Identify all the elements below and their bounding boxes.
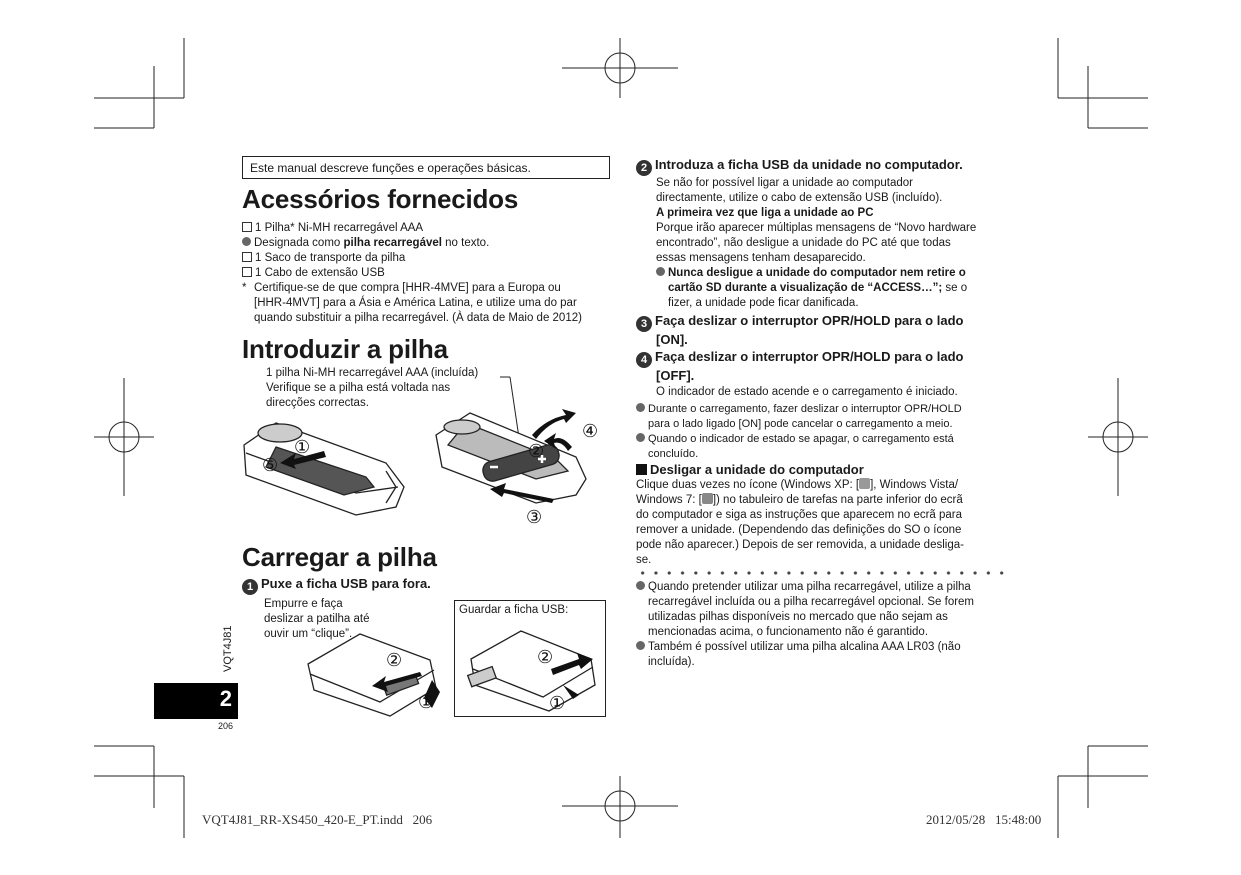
store-usb-label: Guardar a ficha USB: xyxy=(459,604,569,616)
step-number-3: 3 xyxy=(636,316,652,332)
accessories-list xyxy=(242,221,612,326)
section-title-accessories: Acessórios fornecidos xyxy=(242,184,519,214)
page-tab-number: 2 xyxy=(219,686,232,711)
callout-num-5: ⑤ xyxy=(262,455,279,476)
bullet-icon xyxy=(636,403,645,412)
step-2: 2 Introduza a ficha USB da unidade no computador. Se não for possível ligar a unidade ao computador directamente, utilize o cabo de extensão USB (incluído). A primeira vez que liga a unidade ao PC Porque irão aparecer múltiplas mensagens de “Novo hardware encontrado”, não desligue a unidade do PC até que todas essas mensagens tenham desaparecido. Nunca desligue a unidade do computador nem retire o cartão SD durante a visualização de “ACCESS…”; se o fizer, a unidade pode ficar danificada. xyxy=(636,156,1016,311)
battery-notes: Quando pretender utilizar uma pilha recarregável, utilize a pilha recarregável incluída ou a pilha recarregável opcional. Se forem utilizadas pilhas disponíveis no mercado que não sejam as mencionadas acima, o funcionamento não é garantido. Também é possível utilizar uma pilha alcalina AAA LR03 (não incluída). xyxy=(636,580,1016,670)
first-time-title: A primeira vez que liga a unidade ao PC xyxy=(656,207,874,219)
bullet-icon xyxy=(242,237,251,246)
list-item: 1 Pilha* Ni-MH recarregável AAA xyxy=(242,221,612,236)
section-title-charge-battery: Carregar a pilha xyxy=(242,542,437,572)
callout-num-4: ④ xyxy=(582,421,599,442)
checkbox-square-icon xyxy=(242,267,252,277)
disconnect-section: Desligar a unidade do computador Clique duas vezes no ícone (Windows XP: [ ], Windows Vista/ Windows 7: [ ]) no tabuleiro de tarefas na parte inferior do ecrã do computador e siga as instruções que aparecem no ecrã para remover a unidade. (Dependendo das definições do SO o ícone pode não aparecer.) Depois de ser removida, a unidade desliga- se. xyxy=(636,462,964,566)
step-number-4: 4 xyxy=(636,352,652,368)
battery-insert-illustration-left xyxy=(236,375,606,535)
warning-item: Nunca desligue a unidade do computador nem retire o xyxy=(656,266,1016,281)
store-usb-box xyxy=(454,600,606,717)
list-item: Durante o carregamento, fazer deslizar o interruptor OPR/HOLD xyxy=(636,402,1016,417)
list-item: 1 Saco de transporte da pilha xyxy=(242,251,612,266)
list-item: Designada como pilha recarregável no texto. xyxy=(242,236,612,251)
list-item: Quando o indicador de estado se apagar, o carregamento está xyxy=(636,432,1016,447)
step-number-1: 1 xyxy=(242,579,258,595)
charge-step-1: 1 Puxe a ficha USB para fora. xyxy=(242,575,431,595)
side-doc-code: VQT4J81 xyxy=(222,625,234,672)
step-4: 4 Faça deslizar o interruptor OPR/HOLD para o lado [OFF]. O indicador de estado acende e o carregamento é iniciado. xyxy=(636,348,1016,400)
footer-filename: VQT4J81_RR-XS450_420-E_PT.indd 206 xyxy=(202,812,433,827)
callout-num-1c: ① xyxy=(549,693,566,714)
page-number-small: 206 xyxy=(218,721,234,731)
footnote-mark: * xyxy=(242,282,247,294)
bullet-icon xyxy=(636,433,645,442)
intro-note-box xyxy=(242,156,610,179)
callout-num-3: ③ xyxy=(526,507,543,528)
bullet-icon xyxy=(656,267,665,276)
charging-notes: Durante o carregamento, fazer deslizar o interruptor OPR/HOLD para o lado ligado [ON] pode cancelar o carregamento a meio. Quando o indicador de estado se apagar, o carregamento está concluído. xyxy=(636,402,1016,462)
push-instruction: Empurre e faça deslizar a patilha até ouvir um “clique”. xyxy=(264,598,370,640)
footer-timestamp: 2012/05/28 15:48:00 xyxy=(926,812,1042,827)
footnote: * Certifique-se de que compra [HHR-4MVE] para a Europa ou [HHR-4MVT] para a Ásia e América Latina, e utilize uma do par quando substituir a pilha recarregável. (À data de Maio de 2012) xyxy=(242,282,582,324)
checkbox-square-icon xyxy=(242,252,252,262)
battery-callout: 1 pilha Ni-MH recarregável AAA (incluída) Verifique se a pilha está voltada nas direcções correctas. xyxy=(266,367,479,409)
step-3: 3 Faça deslizar o interruptor OPR/HOLD para o lado [ON]. xyxy=(636,312,1016,348)
step-number-2: 2 xyxy=(636,160,652,176)
callout-num-2b: ② xyxy=(386,650,403,671)
callout-num-1: ① xyxy=(294,437,311,458)
safely-remove-icon-xp xyxy=(859,478,870,489)
list-item: 1 Cabo de extensão USB xyxy=(242,266,612,281)
safely-remove-icon-vista xyxy=(702,493,713,504)
intro-note-text: Este manual descreve funções e operações básicas. xyxy=(250,161,531,175)
page-tab xyxy=(154,683,238,719)
section-title-insert-battery: Introduzir a pilha xyxy=(242,334,448,364)
checkbox-square-icon xyxy=(242,222,252,232)
list-item: Também é possível utilizar uma pilha alcalina AAA LR03 (não xyxy=(636,640,1016,655)
callout-num-2c: ② xyxy=(537,647,554,668)
dotted-separator xyxy=(636,568,1008,578)
bullet-icon xyxy=(636,581,645,590)
callout-num-2: ② xyxy=(528,441,545,462)
callout-num-1b: ① xyxy=(418,692,435,713)
usb-store-illustration xyxy=(461,619,603,714)
bullet-icon xyxy=(636,641,645,650)
list-item: Quando pretender utilizar uma pilha recarregável, utilize a pilha xyxy=(636,580,1016,595)
black-square-icon xyxy=(636,464,647,475)
usb-pull-illustration xyxy=(300,620,450,720)
